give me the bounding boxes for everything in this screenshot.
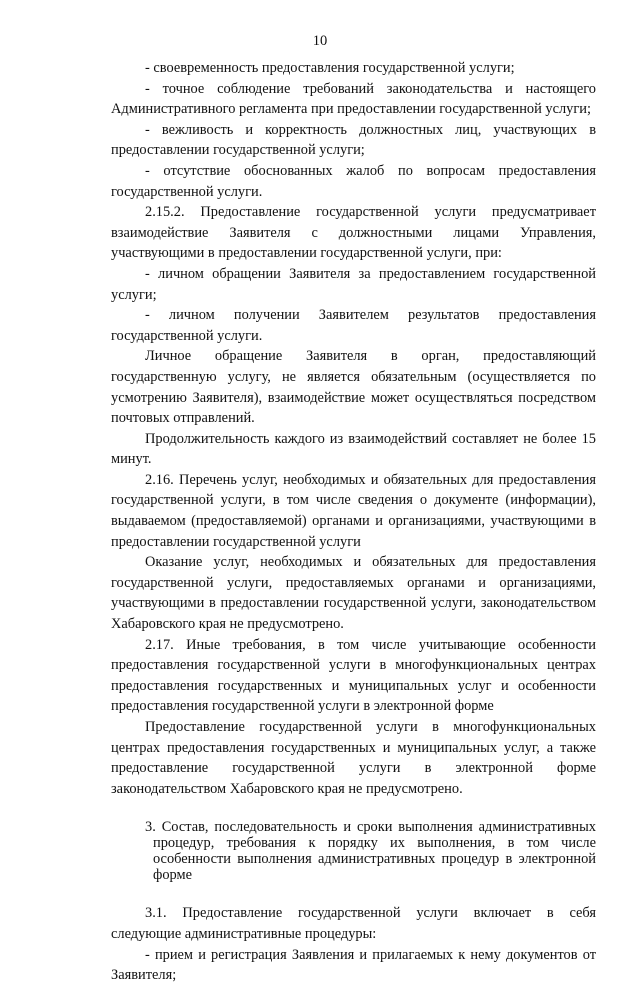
page-body <box>111 58 596 986</box>
paragraph: Оказание услуг, необходимых и обязательных для предоставления государственной услуги, предоставляемых органами и организациями, участвующими в предоставлении государственной услуги, законодательством Хабаровского края не предусмотрено. <box>111 554 596 633</box>
paragraph: - точное соблюдение требований законодательства и настоящего Административного регламента при предоставлении государственной услуги; <box>111 80 596 118</box>
paragraph: Личное обращение Заявителя в орган, предоставляющий государственную услугу, не является обязательным (осуществляется по усмотрению Заявителя), взаимодействие может осуществляться посредством почтовых отправлений. <box>111 348 596 427</box>
paragraph: - отсутствие обоснованных жалоб по вопросам предоставления государственной услуги. <box>111 162 596 200</box>
section-heading: 3. Состав, последовательность и сроки выполнения административных процедур, требования к порядку их выполнения, в том числе особенности выполнения административных процедур в электронной форме <box>145 819 596 884</box>
paragraph: Предоставление государственной услуги в многофункциональных центрах предоставления государственных и муниципальных услуг, а также предоставление государственной услуги в электронной форме законодательством Хабаровского края не предусмотрено. <box>111 719 596 797</box>
paragraph: - своевременность предоставления государственной услуги; <box>145 60 515 76</box>
paragraph: 2.17. Иные требования, в том числе учитывающие особенности предоставления государственной услуги в многофункциональных центрах предоставления государственных и муниципальных услуг и особенности предоставления государственной услуги в электронной форме <box>111 636 596 715</box>
paragraph: 2.15.2. Предоставление государственной услуги предусматривает взаимодействие Заявителя с должностными лицами Управления, участвующими в предоставлении государственной услуги, при: <box>111 204 596 262</box>
paragraph: - личном получении Заявителем результатов предоставления государственной услуги. <box>111 307 596 344</box>
paragraph: 3.1. Предоставление государственной услуги включает в себя следующие административные процедуры: <box>111 905 596 942</box>
paragraph: - прием и регистрация Заявления и прилагаемых к нему документов от Заявителя; <box>111 946 596 984</box>
paragraph: Продолжительность каждого из взаимодействий составляет не более 15 минут. <box>111 430 596 468</box>
page-number: 10 <box>312 33 328 49</box>
paragraph: 2.16. Перечень услуг, необходимых и обязательных для предоставления государственной услуги, в том числе сведения о документе (информации), выдаваемом (предоставляемой) органами и организациями, участвующими в предоставлении государственной услуги <box>111 471 596 550</box>
paragraph: - личном обращении Заявителя за предоставлением государственной услуги; <box>111 265 596 303</box>
paragraph: - вежливость и корректность должностных лиц, участвующих в предоставлении государственной услуги; <box>111 121 596 159</box>
